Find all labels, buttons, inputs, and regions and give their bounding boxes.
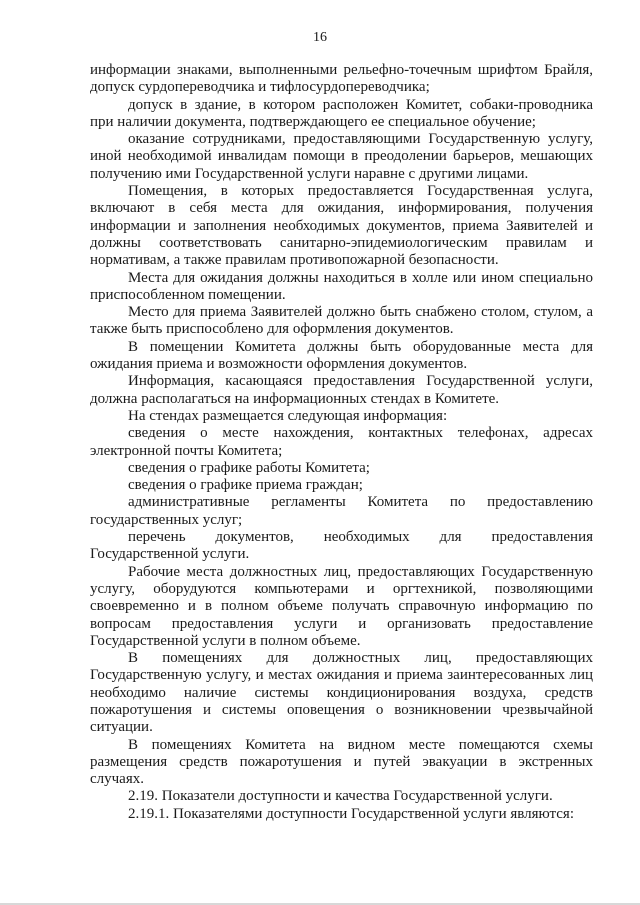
paragraph: На стендах размещается следующая информация: (128, 407, 448, 424)
paragraph: информации знаками, выполненными рельефно-точечным шрифтом Брайля, допуск сурдопереводчика и тифлосурдопереводчика; (90, 62, 593, 96)
section-heading: 2.19. Показатели доступности и качества Государственной услуги. (128, 788, 553, 805)
paragraph: Место для приема Заявителей должно быть снабжено столом, стулом, а также быть приспособлено для оформления документов. (90, 304, 593, 338)
paragraph: Рабочие места должностных лиц, предоставляющих Государственную услугу, оборудуются компьютерами и оргтехникой, позволяющими своевременно и в полном объеме получать справочную информацию по вопросам предоставления услуги и организовать предоставление Государственной услуги в полном объеме. (90, 563, 593, 649)
document-body (90, 62, 593, 823)
paragraph: Информация, касающаяся предоставления Государственной услуги, должна располагаться на информационных стендах в Комитете. (90, 373, 593, 407)
list-item: сведения о графике приема граждан; (128, 477, 363, 494)
page-number: 16 (313, 30, 327, 45)
paragraph: В помещениях для должностных лиц, предоставляющих Государственную услугу, и местах ожидания и приема заинтересованных лиц необходимо наличие системы кондиционирования воздуха, средств пожаротушения и системы оповещения о возникновении чрезвычайной ситуации. (90, 650, 593, 736)
paragraph: В помещениях Комитета на видном месте помещаются схемы размещения средств пожаротушения и путей эвакуации в экстренных случаях. (90, 736, 593, 788)
paragraph: В помещении Комитета должны быть оборудованные места для ожидания приема и возможности оформления документов. (90, 338, 593, 373)
list-item: административные регламенты Комитета по предоставлению государственных услуг; (90, 494, 593, 528)
paragraph: допуск в здание, в котором расположен Комитет, собаки-проводника при наличии документа, подтверждающего ее специальное обучение; (90, 96, 593, 130)
list-item: перечень документов, необходимых для предоставления Государственной услуги. (90, 529, 593, 563)
list-item: сведения о месте нахождения, контактных телефонах, адресах электронной почты Комитета; (90, 425, 593, 459)
paragraph: Помещения, в которых предоставляется Государственная услуга, включают в себя места для ожидания, информирования, получения информации и заполнения необходимых документов, приема Заявителей и должны соответствовать санитарно-эпидемиологическим правилам и нормативам, а также правилам противопожарной безопасности. (90, 183, 593, 269)
paragraph: оказание сотрудниками, предоставляющими Государственную услугу, иной необходимой инвалидам помощи в преодолении барьеров, мешающих получению ими Государственной услуги наравне с другими лицами. (90, 131, 593, 182)
paragraph: Места для ожидания должны находиться в холле или ином специально приспособленном помещении. (90, 269, 593, 303)
subsection-heading: 2.19.1. Показателями доступности Государственной услуги являются: (128, 805, 574, 822)
list-item: сведения о графике работы Комитета; (128, 459, 370, 476)
